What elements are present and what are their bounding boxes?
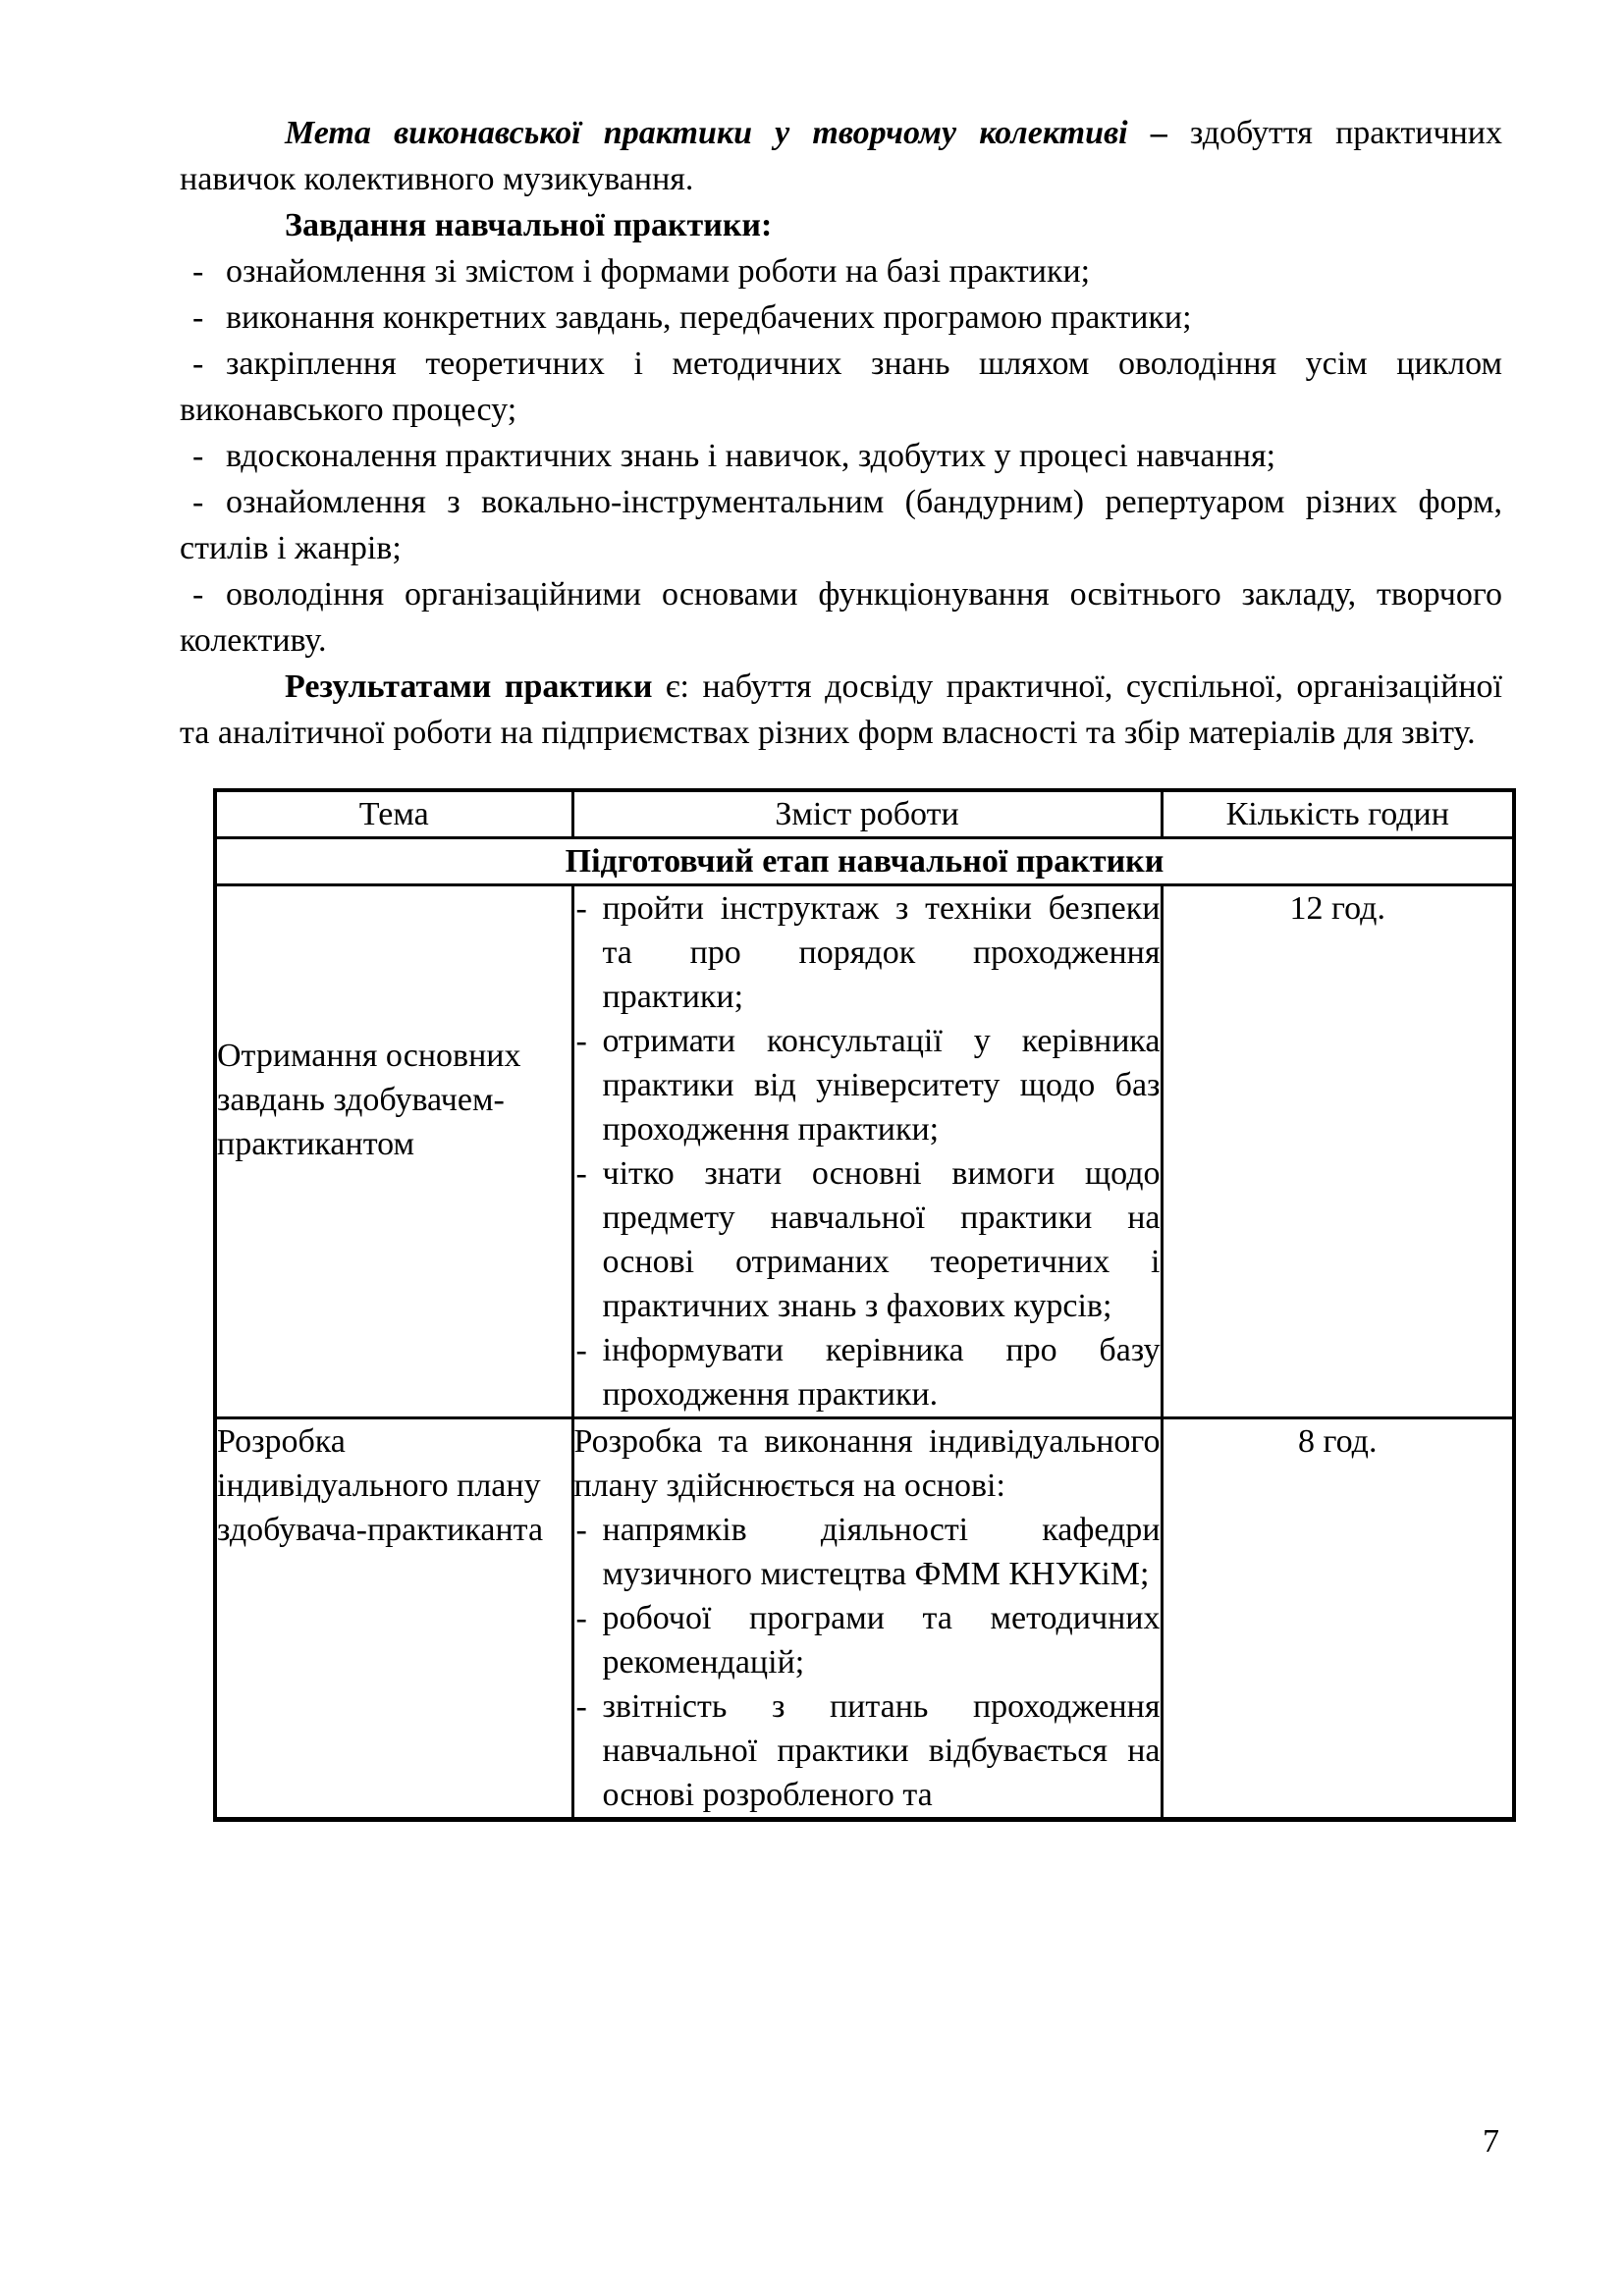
dash-marker: -	[575, 1512, 587, 1548]
purpose-text: здобуття практичних навичок колективного музикування.	[180, 115, 1502, 197]
purpose-emphasis: Мета виконавської практики у творчому колективі	[285, 115, 1128, 151]
cell-intro: Розробка та виконання індивідуального плану здійснюється на основі:	[573, 1423, 1161, 1504]
purpose-paragraph	[180, 110, 1502, 202]
task-item	[180, 248, 1502, 294]
dash-marker: -	[575, 1155, 587, 1192]
task-text: ознайомлення зі змістом і формами роботи на базі практики;	[226, 253, 1091, 290]
task-item	[180, 294, 1502, 341]
dash-marker: -	[575, 1688, 587, 1725]
cell-item	[574, 1508, 1161, 1596]
results-emphasis: Результатами практики	[285, 668, 653, 705]
cell-item-text: робочої програми та методичних рекомендацій;	[602, 1600, 1161, 1681]
content-cell	[572, 1418, 1162, 1820]
task-text: ознайомлення з вокально-інструментальним (бандурним) репертуаром різних форм, стилів і жанрів;	[180, 484, 1502, 566]
dash-marker: -	[192, 438, 204, 474]
hours-cell: 12 год.	[1162, 885, 1514, 1418]
dash-marker: -	[192, 253, 204, 290]
dash-marker: -	[575, 1023, 587, 1059]
table-row	[215, 1418, 1514, 1820]
theme-cell: Отримання основних завдань здобувачем-практикантом	[215, 885, 572, 1418]
results-paragraph	[180, 664, 1502, 756]
practice-schedule-table	[213, 788, 1516, 1822]
tasks-heading: Завдання навчальної практики:	[285, 207, 773, 243]
cell-item-text: інформувати керівника про базу проходження практики.	[602, 1332, 1161, 1413]
task-text: оволодіння організаційними основами функціонування освітнього закладу, творчого колективу.	[180, 576, 1502, 659]
dash-marker: -	[575, 1332, 587, 1368]
header-content: Зміст роботи	[572, 790, 1162, 838]
task-text: вдосконалення практичних знань і навичок, здобутих у процесі навчання;	[226, 438, 1276, 474]
hours-cell: 8 год.	[1162, 1418, 1514, 1820]
content-cell	[572, 885, 1162, 1418]
cell-item	[574, 1019, 1161, 1151]
task-item	[180, 479, 1502, 571]
cell-item	[574, 1596, 1161, 1684]
task-item	[180, 571, 1502, 664]
cell-item	[574, 1151, 1161, 1328]
dash-marker: -	[192, 576, 204, 613]
dash-marker: -	[192, 484, 204, 520]
task-text: закріплення теоретичних і методичних знань шляхом оволодіння усім циклом виконавського процесу;	[180, 346, 1502, 428]
cell-item-text: пройти інструктаж з техніки безпеки та про порядок проходження практики;	[602, 890, 1161, 1015]
results-text: є: набуття досвіду практичної, суспільної, організаційної та аналітичної роботи на підприємствах різних форм власності та збір матеріалів для звіту.	[180, 668, 1503, 751]
cell-item-text: напрямків діяльності кафедри музичного мистецтва ФММ КНУКіМ;	[602, 1512, 1161, 1592]
table-row	[215, 885, 1514, 1418]
header-hours: Кількість годин	[1162, 790, 1514, 838]
cell-item-text: отримати консультації у керівника практики від університету щодо баз проходження практики;	[602, 1023, 1161, 1148]
dash-marker: -	[192, 346, 204, 382]
task-item	[180, 341, 1502, 433]
dash-marker: -	[575, 890, 587, 927]
dash-marker: -	[192, 299, 204, 336]
page-number: 7	[1483, 2123, 1499, 2160]
task-item	[180, 433, 1502, 479]
theme-cell: Розробка індивідуального плану здобувача-практиканта	[215, 1418, 572, 1820]
cell-item-text: звітність з питань проходження навчальної практики відбувається на основі розробленого та	[602, 1688, 1161, 1813]
cell-item-text: чітко знати основні вимоги щодо предмету навчальної практики на основі отриманих теоретичних і практичних знань з фахових курсів;	[602, 1155, 1161, 1324]
cell-item	[574, 1328, 1161, 1416]
purpose-dash: –	[1127, 115, 1190, 151]
header-theme: Тема	[215, 790, 572, 838]
table-section-title: Підготовчий етап навчальної практики	[215, 838, 1514, 885]
table-header-row	[215, 790, 1514, 838]
cell-item	[574, 1684, 1161, 1817]
tasks-list	[180, 248, 1502, 664]
table-section-row	[215, 838, 1514, 885]
cell-item	[574, 886, 1161, 1019]
dash-marker: -	[575, 1600, 587, 1636]
task-text: виконання конкретних завдань, передбачених програмою практики;	[226, 299, 1192, 336]
